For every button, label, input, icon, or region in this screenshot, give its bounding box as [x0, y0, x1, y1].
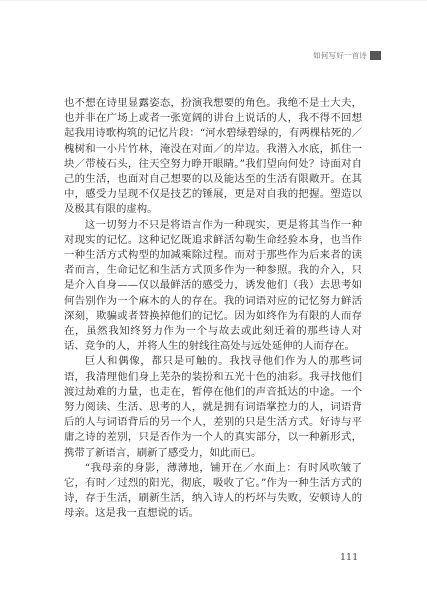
paragraph-2: 这一切努力不只是将语言作为一种现实，更是将其当作一种对现实的记忆。这种记忆既追求鲜活勾勒生命经验本身，也当作一种生活方式构型的加减乘除过程。而对于那些作为后来者的读者而言，生命记忆和生活方式顶多作为一种参照。我的介入，只是介入自身——仅以最鲜活的感受力，诱发他们（我）去思考如何告别作为一个麻木的人的存在。我的词语对应的记忆努力鲜活深刻，欺骗或者替换掉他们的记忆。因为如终作为有限的人而存在，虽然我知终努力作为一个与故去或此刻迁着的那些诗人对话、竞争的人，并将人生的射线往高处与远处延伸的人而存在。: [64, 218, 362, 353]
body-text: [64, 96, 362, 522]
paragraph-4: “我母亲的身影，薄薄地，铺开在／水面上：有时风吹皱了它，有时／过烈的阳光，彻底，吸收了它。”作为一种生活方式的诗，存于生活，刷新生活，纳入诗人的朽坏与失败，安顿诗人的母亲。这是我一直想说的话。: [64, 461, 362, 520]
running-header-title: 如何写好一首诗: [313, 51, 367, 60]
page-top-edge: [0, 0, 427, 1]
paragraph-1: 也不想在诗里显露姿态，扮演我想要的角色。我绝不是士大夫，也并非在广场上或者一张宽阔的讲台上说话的人，我不得不回想起我用诗歌构筑的记忆片段：“河水碧绿碧绿的，有两棵枯死的／槐树和一小片竹林，淹没在对面／的岸边。我潜入水底，抓住一块／带棱石头，往天空努力睁开眼睛。”我们望向何处？诗面对自己的生活，也面对自己想要的以及能达至的生活有限敞开。在其中，感受力呈现不仅是技艺的锤展，更是对自我的把握。塑造以及极其有限的虚构。: [64, 97, 362, 216]
running-header: [313, 50, 381, 61]
paragraph-3: 巨人和偶像，都只是可触的。我找寻他们作为人的那些词语，我清理他们身上芜杂的装扮和五光十色的油彩。我寻找他们渡过劫难的力量，也走在，暂停在他们的声音抵达的中途。一个努力阅读、生活、思考的人，就是拥有词语掌控力的人，词语背后的人与词语背后的另一个人，差别的只是生活方式。好诗与平庸之诗的差别，只是否作为一个人的真实部分，以一种新形式，携带了新语言，刷新了感受力，如此而已。: [64, 355, 362, 459]
page-number: 111: [340, 552, 359, 563]
header-mark-icon: [370, 51, 381, 60]
